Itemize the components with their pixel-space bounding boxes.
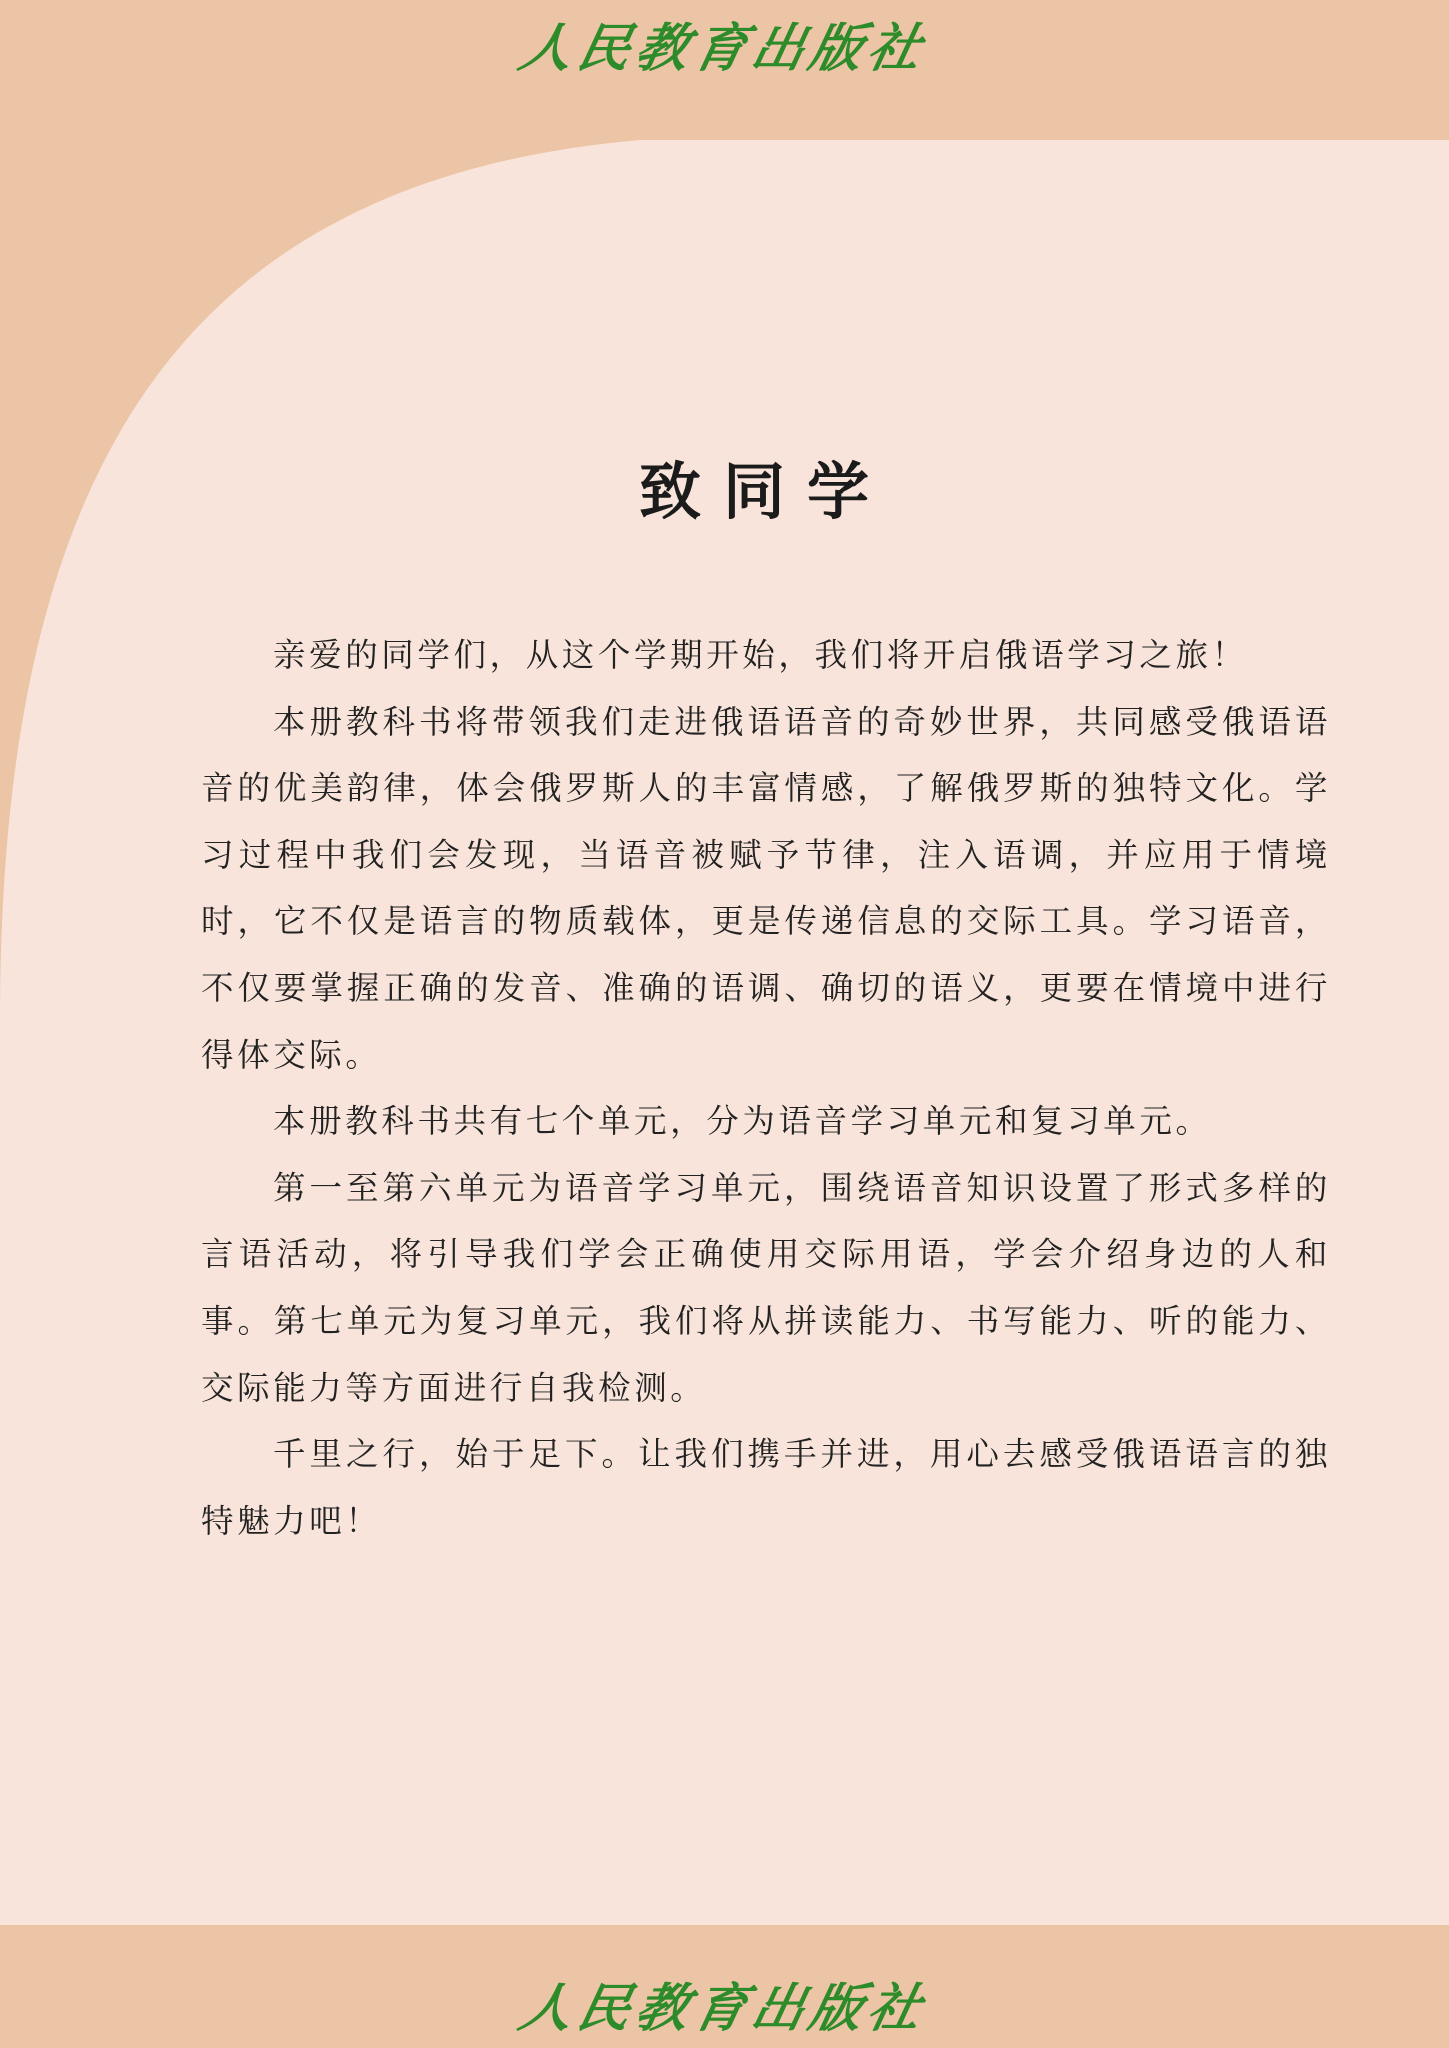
publisher-logo-header: 人民教育出版社 [513, 18, 933, 79]
paragraph: 本册教科书将带领我们走进俄语语音的奇妙世界，共同感受俄语语音的优美韵律，体会俄罗斯人的丰富情感，了解俄罗斯的独特文化。学习过程中我们会发现，当语音被赋予节律，注入语调，并应用于情境时，它不仅是语言的物质载体，更是传递信息的交际工具。学习语音，不仅要掌握正确的发音、准确的语调、确切的语义，更要在情境中进行得体交际。 [201, 702, 1331, 1074]
paragraph: 本册教科书共有七个单元，分为语音学习单元和复习单元。 [273, 1102, 1212, 1141]
publisher-logo-footer: 人民教育出版社 [513, 1978, 933, 2039]
paragraph: 千里之行，始于足下。让我们携手并进，用心去感受俄语语言的独特魅力吧！ [201, 1435, 1331, 1540]
letter-body [201, 622, 1331, 1554]
paragraph: 亲爱的同学们，从这个学期开始，我们将开启俄语学习之旅！ [273, 636, 1248, 674]
paragraph: 第一至第六单元为语音学习单元，围绕语音知识设置了形式多样的言语活动，将引导我们学会正确使用交际用语，学会介绍身边的人和事。第七单元为复习单元，我们将从拼读能力、书写能力、听的能力、交际能力等方面进行自我检测。 [201, 1168, 1331, 1407]
page-title: 致同学 [638, 454, 891, 528]
